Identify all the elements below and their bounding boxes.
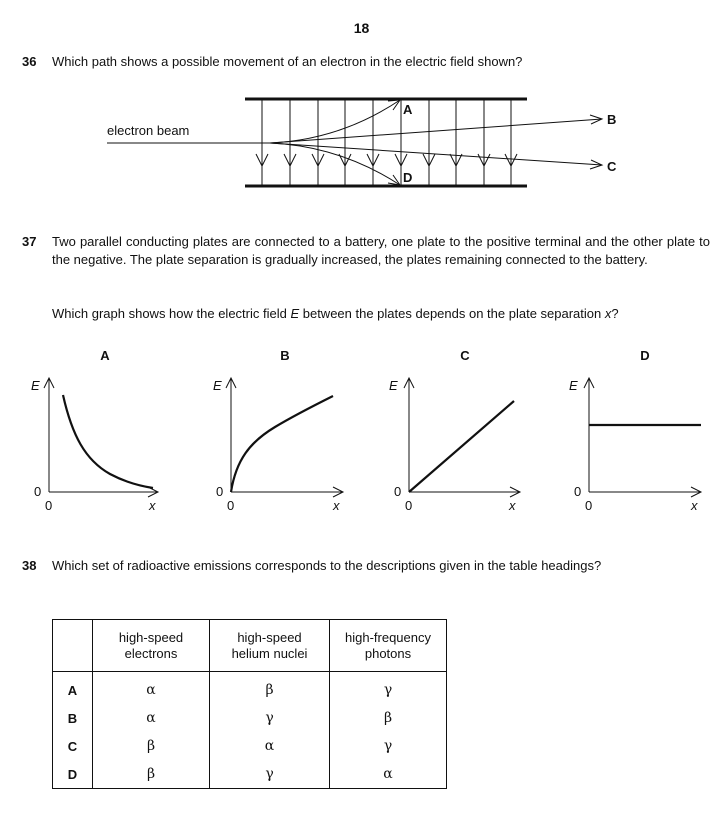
table-row (53, 732, 447, 760)
graph-a-xlabel: x (149, 498, 156, 513)
field-arrowheads (256, 154, 517, 166)
cell: γ (210, 760, 330, 789)
graphs (0, 370, 723, 520)
electron-beam-label: electron beam (107, 123, 190, 138)
header-photons: high-frequency photons (330, 620, 447, 672)
cell: γ (330, 732, 447, 760)
cell: γ (330, 672, 447, 705)
page-number: 18 (353, 20, 370, 36)
electron-paths (270, 100, 602, 185)
question-text: Which set of radioactive emissions corresponds to the descriptions given in the table headings? (52, 558, 602, 573)
graph-c-xlabel: x (509, 498, 516, 513)
cell: α (210, 732, 330, 760)
graph-label-b: B (280, 348, 290, 363)
path-label-c: C (607, 159, 617, 174)
graph-a-curve (63, 395, 153, 488)
graph-c-ylabel: E (389, 378, 398, 393)
graph-d-ylabel: E (569, 378, 578, 393)
graph-a-ylabel: E (31, 378, 40, 393)
graph-label-c: C (460, 348, 470, 363)
row-label: B (53, 704, 93, 732)
graph-b-curve (231, 396, 333, 492)
path-label-a: A (403, 102, 413, 117)
cell: β (330, 704, 447, 732)
graph-c-line (409, 401, 514, 492)
path-label-b: B (607, 112, 617, 127)
question-text: Two parallel conducting plates are connected to a battery, one plate to the positive terminal and the other plate to the negative. The plate separation is gradually increased, the plates remaining connected to the battery. (52, 234, 710, 267)
graph-d-origin-x: 0 (585, 498, 593, 513)
path-label-d: D (403, 170, 413, 185)
header-empty (53, 620, 93, 672)
cell: α (93, 672, 210, 705)
cell: α (93, 704, 210, 732)
graph-d-axes (584, 378, 701, 497)
header-helium-nuclei: high-speed helium nuclei (210, 620, 330, 672)
graph-d-xlabel: x (691, 498, 698, 513)
table-header-row (53, 620, 447, 672)
graph-b-xlabel: x (333, 498, 340, 513)
question-prompt: Which graph shows how the electric field E between the plates depends on the plate separation x? (52, 306, 619, 321)
graph-c-axes (404, 378, 520, 497)
cell: β (93, 760, 210, 789)
graph-label-a: A (100, 348, 110, 363)
question-number: 36 (22, 54, 37, 69)
graph-b-origin-x: 0 (227, 498, 235, 513)
graph-label-d: D (640, 348, 650, 363)
question-number: 37 (22, 234, 37, 249)
graph-d-origin-y: 0 (574, 484, 582, 499)
row-label: A (53, 672, 93, 705)
cell: β (210, 672, 330, 705)
row-label: C (53, 732, 93, 760)
graph-c-origin-x: 0 (405, 498, 413, 513)
header-electrons: high-speed electrons (93, 620, 210, 672)
row-label: D (53, 760, 93, 789)
graph-a-axes (44, 378, 158, 497)
cell: γ (210, 704, 330, 732)
graph-b-axes (226, 378, 343, 497)
graph-b-ylabel: E (213, 378, 222, 393)
table-row (53, 672, 447, 705)
field-lines (262, 99, 511, 186)
cell: α (330, 760, 447, 789)
graph-a-origin-y: 0 (34, 484, 42, 499)
question-number: 38 (22, 558, 37, 573)
cell: β (93, 732, 210, 760)
graph-c-origin-y: 0 (394, 484, 402, 499)
graph-a-origin-x: 0 (45, 498, 53, 513)
graph-b-origin-y: 0 (216, 484, 224, 499)
emissions-table (52, 619, 447, 789)
question-text: Which path shows a possible movement of an electron in the electric field shown? (52, 54, 523, 69)
table-row (53, 760, 447, 789)
table-row (53, 704, 447, 732)
